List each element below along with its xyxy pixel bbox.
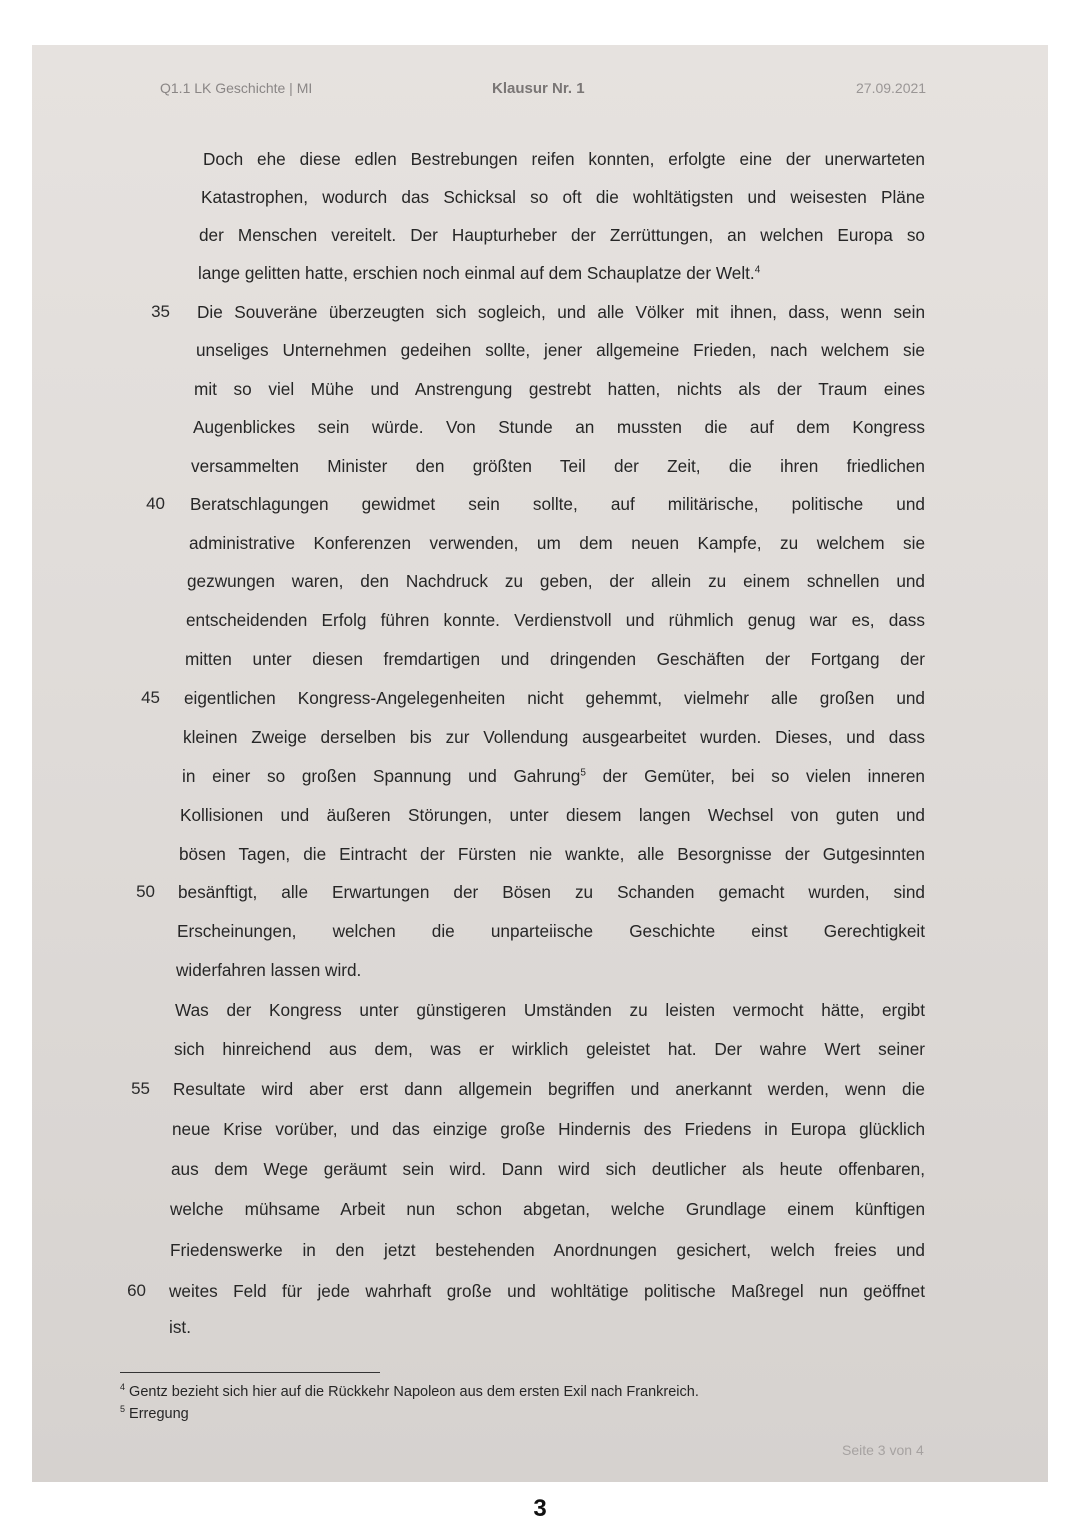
line-text: Resultate wird aber erst dann allgemein begriffen und anerkannt werden, wenn die [173, 1079, 925, 1099]
line-number: 35 [151, 302, 170, 321]
line-text: besänftigt, alle Erwartungen der Bösen zu Schanden gemacht wurden, sind [178, 882, 925, 902]
text-line [0, 796, 1080, 834]
line-text: widerfahren lassen wird. [176, 960, 362, 980]
line-text: welche mühsame Arbeit nun schon abgetan, welche Grundlage einem künftigen [170, 1199, 925, 1219]
line-text: unseliges Unternehmen gedeihen sollte, jener allgemeine Frieden, nach welchem sie [196, 340, 925, 360]
line-number: 40 [146, 494, 165, 513]
text-line [0, 757, 1080, 795]
line-text: versammelten Minister den größten Teil der Zeit, die ihren friedlichen [191, 456, 925, 476]
line-text: Augenblickes sein würde. Von Stunde an mussten die auf dem Kongress [193, 417, 925, 437]
footnote-divider [120, 1372, 380, 1373]
text-line [0, 1030, 1080, 1068]
text-line [0, 1272, 1080, 1310]
text-line [0, 1308, 1080, 1346]
line-text: kleinen Zweige derselben bis zur Vollendung ausgearbeitet wurden. Dieses, und dass [183, 727, 925, 747]
line-text: Friedenswerke in den jetzt bestehenden Anordnungen gesichert, welch freies und [170, 1240, 925, 1260]
text-line [0, 1070, 1080, 1108]
line-text: Kollisionen und äußeren Störungen, unter diesem langen Wechsel von guten und [180, 805, 925, 825]
line-text: lange gelitten hatte, erschien noch einmal auf dem Schauplatze der Welt.$^4$ [198, 263, 761, 283]
line-number: 60 [127, 1281, 146, 1300]
header-title: Klausur Nr. 1 [492, 80, 585, 97]
line-text: sich hinreichend aus dem, was er wirklich geleistet hat. Der wahre Wert seiner [174, 1039, 925, 1059]
text-line [0, 1190, 1080, 1228]
line-text: Die Souveräne überzeugten sich sogleich, und alle Völker mit ihnen, dass, wenn sein [197, 302, 925, 322]
line-number: 45 [141, 688, 160, 707]
text-line [0, 835, 1080, 873]
line-text: ist. [169, 1317, 191, 1337]
text-line [0, 912, 1080, 950]
text-line [0, 718, 1080, 756]
footnote-4: $^4$ Gentz bezieht sich hier auf die Rückkehr Napoleon aus dem ersten Exil nach Frankreich. [120, 1382, 699, 1400]
text-line [0, 679, 1080, 717]
footnote-ref-5: 5 [580, 767, 586, 779]
text-line [0, 951, 1080, 989]
scan-page-number: 3 [533, 1495, 547, 1522]
text-line [0, 370, 1080, 408]
text-line [0, 601, 1080, 639]
line-text: Erscheinungen, welchen die unparteiische Geschichte einst Gerechtigkeit [177, 921, 925, 941]
line-text: administrative Konferenzen verwenden, um dem neuen Kampfe, zu welchem sie [189, 533, 925, 553]
line-text: bösen Tagen, die Eintracht der Fürsten nie wankte, alle Besorgnisse der Gutgesinnten [179, 844, 925, 864]
text-line [0, 640, 1080, 678]
line-text: gezwungen waren, den Nachdruck zu geben, der allein zu einem schnellen und [187, 571, 925, 591]
text-line [0, 1150, 1080, 1188]
line-text: in einer so großen Spannung und Gahrung$^5$ der Gemüter, bei so vielen inneren [182, 766, 925, 786]
text-line [0, 447, 1080, 485]
text-line [0, 524, 1080, 562]
text-line [0, 331, 1080, 369]
line-number: 55 [131, 1079, 150, 1098]
line-text: Katastrophen, wodurch das Schicksal so oft die wohltätigsten und weisesten Pläne [201, 187, 925, 207]
text-line [0, 485, 1080, 523]
header-date: 27.09.2021 [856, 80, 927, 96]
page-footer: Seite 3 von 4 [842, 1442, 924, 1458]
line-text: entscheidenden Erfolg führen konnte. Verdienstvoll und rühmlich genug war es, dass [186, 610, 925, 630]
line-text: Beratschlagungen gewidmet sein sollte, auf militärische, politische und [190, 494, 925, 514]
text-line [0, 873, 1080, 911]
text-line [0, 991, 1080, 1029]
text-line [0, 1231, 1080, 1269]
line-text: der Menschen vereitelt. Der Haupturheber der Zerrüttungen, an welchen Europa so [199, 225, 925, 245]
line-text: Doch ehe diese edlen Bestrebungen reifen konnten, erfolgte eine der unerwarteten [203, 149, 925, 169]
line-text: mit so viel Mühe und Anstrengung gestrebt hatten, nichts als der Traum eines [194, 379, 925, 399]
line-text: Was der Kongress unter günstigeren Umständen zu leisten vermocht hätte, ergibt [175, 1000, 925, 1020]
line-text: eigentlichen Kongress-Angelegenheiten nicht gehemmt, vielmehr alle großen und [184, 688, 925, 708]
text-line [0, 408, 1080, 446]
line-text: neue Krise vorüber, und das einzige große Hindernis des Friedens in Europa glücklich [172, 1119, 925, 1139]
text-line [0, 178, 1080, 216]
line-text: mitten unter diesen fremdartigen und dringenden Geschäften der Fortgang der [185, 649, 925, 669]
footnote-ref-4: 4 [754, 264, 761, 276]
footnote-5: $^5$ Erregung [120, 1404, 189, 1422]
line-number: 50 [136, 882, 155, 901]
text-line [0, 140, 1080, 178]
text-line [0, 293, 1080, 331]
text-line [0, 562, 1080, 600]
text-line [0, 254, 1080, 292]
line-text: weites Feld für jede wahrhaft große und wohltätige politische Maßregel nun geöffnet [169, 1281, 925, 1301]
text-line [0, 1110, 1080, 1148]
line-text: aus dem Wege geräumt sein wird. Dann wird sich deutlicher als heute offenbaren, [171, 1159, 925, 1179]
header-course: Q1.1 LK Geschichte | MI [160, 80, 313, 96]
text-line [0, 216, 1080, 254]
